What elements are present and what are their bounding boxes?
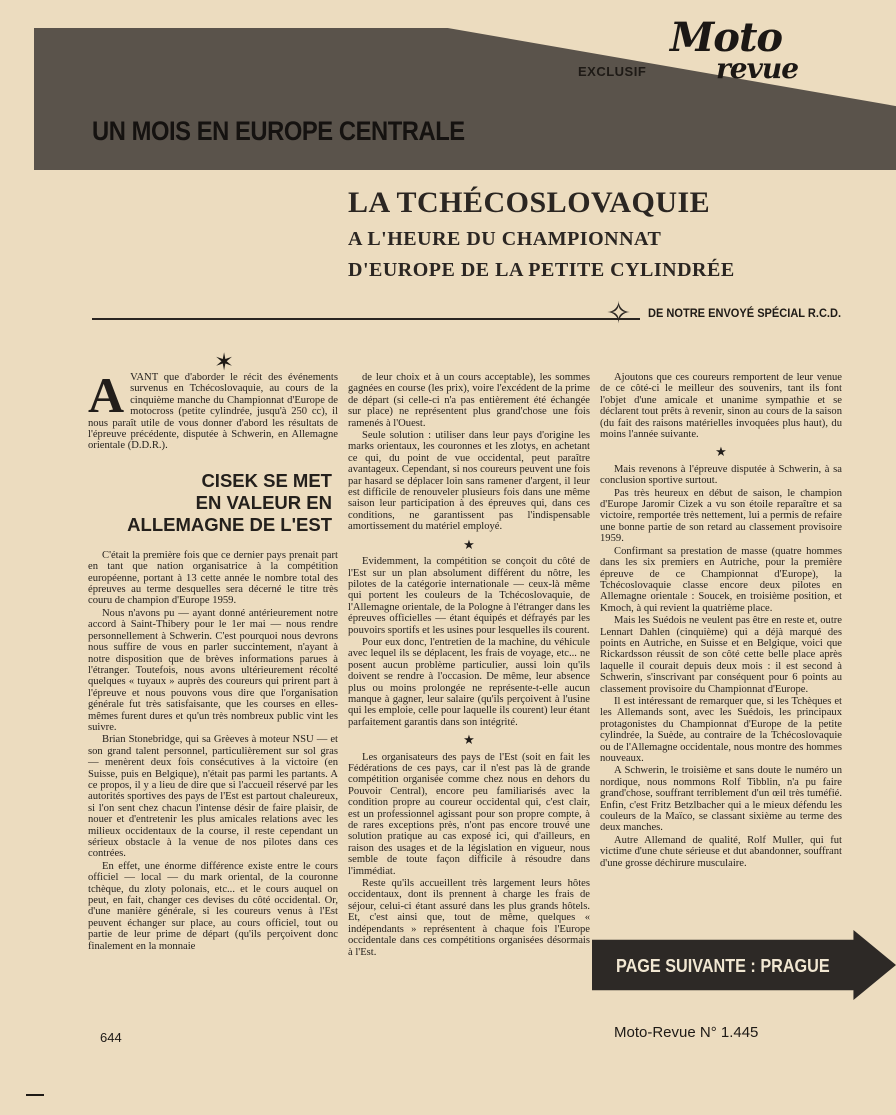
- separator-star-icon: ★: [463, 732, 475, 748]
- section-title: UN MOIS EN EUROPE CENTRALE: [92, 116, 465, 146]
- headline-line3: D'EUROPE DE LA PETITE CYLINDRÉE: [348, 259, 735, 281]
- headline-line1: LA TCHÉCOSLOVAQUIE: [348, 186, 711, 219]
- column-3: [600, 372, 842, 870]
- subheading-line3: ALLEMAGNE DE L'EST: [127, 513, 332, 535]
- paragraph: Pas très heureux en début de saison, le champion d'Europe Jaromir Cizek a vu son étoile reparaître et sa victoire, remportée très nettement, lui a permis de refaire une bonne partie de son retard au classement provisoire 1959.: [600, 487, 842, 545]
- headline: [348, 186, 735, 282]
- byline: DE NOTRE ENVOYÉ SPÉCIAL R.C.D.: [648, 306, 842, 320]
- paragraph: Ajoutons que ces coureurs remportent de leur venue de ce côté-ci le meilleur des souvenirs, tant ils font l'objet d'une amicale et unanime sympathie et se déclarent tout prêts à revenir, sinon au cours de la saison (du fait des raisons matérielles invoquées plus haut), du moins l'année suivante.: [600, 372, 842, 441]
- edge-mark: [26, 1094, 44, 1096]
- intro-text: VANT que d'aborder le récit des événements survenus en Tchécoslovaquie, au cours de la cinquième manche du Championnat d'Europe de motocross (petite cylindrée, jusqu'à 250 cc), il nous paraît utile de vous donner d'abord les résultats de l'épreuve précédente, disputée à Schwerin, en Allemagne orientale (D.D.R.).: [88, 372, 338, 452]
- paragraph: En effet, une énorme différence existe entre le cours officiel — local — du mark oriental, de la couronne tchèque, du zloty polonais, etc... et le cours auquel on peut, en fait, changer ces devises du côté occidental. Or, d'une manière générale, si les coureurs venus à l'Est peuvent échanger sur place, au cours officiel, tout ou partie de leur prime de départ (qu'ils perçoivent donc finalement en la monnaie: [88, 860, 338, 952]
- paragraph: Reste qu'ils accueillent très largement leurs hôtes occidentaux, dont ils prennent à charge les frais de séjour, celui-ci étant assuré dans les plus grands hôtels. Et, c'est ainsi que, tout de même, quelques « indépendants » représentent à chaque fois l'Europe occidentale dans ces compétitions organisées désormais à l'Est.: [348, 878, 590, 958]
- paragraph: Nous n'avons pu — ayant donné antérieurement notre accord à Saint-Thibery pour le 1er mai — nous rendre personnellement à Schwerin. C'est pourquoi nous devrons nous suffire de vous en parler succintement, n'ayant à notre disposition que de brèves informations parues à l'étranger. Toutefois, nous avons ultérieurement récolté quelques « tuyaux » auprès des coureurs qui prirent part à l'épreuve et nous pouvons vous dire que l'organisation générale fut très satisfaisante, que les courses en elles-mêmes furent dures et qu'un très nombreux public vint les suivre.: [88, 607, 338, 733]
- paragraph: Mais les Suédois ne veulent pas être en reste et, outre Lennart Dahlen (cinquième) qui a déjà marqué des points en Autriche, en Suisse et en Belgique, voici que Rickardsson réussit de son côté cette belle place après laquelle il courait depuis deux mois : il est second à Schwerin, s'inscrivant par conséquent pour 6 points au classement provisoire du Championnat d'Europe.: [600, 615, 842, 695]
- paragraph: Il est intéressant de remarquer que, si les Tchèques et les Allemands sont, avec les Suédois, les principaux protagonistes du Championnat d'Europe de la petite cylindrée, la Suède, au contraire de la Tchécoslovaquie ou de l'Allemagne occidentale, nous montre des hommes nouveaux.: [600, 695, 842, 764]
- separator-star-icon: ★: [463, 536, 475, 552]
- column-2: [348, 372, 590, 959]
- intro-paragraph: [88, 367, 338, 452]
- paragraph: Seule solution : utiliser dans leur pays d'origine les marks orientaux, les couronnes et les zlotys, en achetant ce qui, du point de vue occidental, peut paraître avantageux. Cependant, si nos coureurs peuvent une fois par hasard se déplacer loin sans ramener d'argent, il leur est difficile de renouveler plusieurs fois dans une même saison leur participation à des épreuves qui, dans ces conditions, ne garantissent pas l'indispensable amortissement du matériel employé.: [348, 430, 590, 533]
- exclusif-label: EXCLUSIF: [578, 64, 647, 79]
- column-1: [88, 367, 338, 953]
- headline-line2: A L'HEURE DU CHAMPIONNAT: [348, 228, 662, 250]
- subheading-line2: EN VALEUR EN: [195, 491, 332, 513]
- moto-revue-logo: [666, 14, 816, 86]
- paragraph: Evidemment, la compétition se conçoit du côté de l'Est sur un plan absolument différent du nôtre, les pilotes de la catégorie internationale — ceux-là même qui portent les couleurs de la Tchécoslovaquie, de l'Allemagne orientale, de la Pologne à l'étranger dans les épreuves officielles — étant équipés et défrayés par les pouvoirs sportifs et les usines pour lesquelles ils courent.: [348, 556, 590, 636]
- star-icon: ✧: [606, 297, 632, 330]
- logo-revue: revue: [716, 52, 799, 85]
- next-page-label: PAGE SUIVANTE : PRAGUE: [616, 956, 830, 976]
- logo-moto: Moto: [670, 14, 783, 61]
- paragraph: Brian Stonebridge, qui sa Grèeves à moteur NSU — et son grand talent personnel, particulièrement sur sol gras — menèrent deux fois consécutives à la victoire (en Suisse, puis en Belgique), n'était pas parmi les partants. A ce propos, il y a lieu de dire que si l'accueil réservé par les autorités sportives des pays de l'Est est partout chaleureux, si l'on sent chez chacun l'intense désir de faire plaisir, de nouer et d'entretenir les plus amicales relations avec les milieux occidentaux de la course, il reste cependant un sérieux obstacle à la venue de nos pilotes dans ces contrées.: [88, 734, 338, 860]
- paragraph: Pour eux donc, l'entretien de la machine, du véhicule avec lequel ils se déplacent, les frais de voyage, etc... ne posent aucun problème particulier, aussi loin qu'ils doivent se rendre à l'occasion. De même, leur absence plus ou moins prolongée ne représente-t-elle aucun manque à gagner, leur salaire (qu'ils perçoivent à l'usine qui les emploie, celle pour laquelle ils courent) leur étant parfaitement garantis dans son intégrité.: [348, 636, 590, 728]
- paragraph: Les organisateurs des pays de l'Est (soit en fait les Fédérations de ces pays, car il n'est pas là de grande compétition organisée comme chez nous en dehors du Pouvoir Central), encore peu familiarisés avec la condition propre au coureur occidental qui, c'est clair, est un professionnel agissant pour son propre compte, à de rares exceptions près, n'ont pas encore trouvé une solution pratique au cas exposé ici, qui d'ailleurs, en raison des usages et de la législation en vigueur, nous semble de toute façon difficile à résoudre dans l'immédiat.: [348, 751, 590, 877]
- dropcap: A: [88, 367, 125, 423]
- paragraph: Confirmant sa prestation de masse (quatre hommes dans les six premiers en Autriche, pour la première épreuve de ce Championnat d'Europe), la Tchécoslovaquie classe encore deux pilotes en Allemagne orientale : Soucek, en troisième position, et Kmoch, à qui revient la quatrième place.: [600, 545, 842, 614]
- issue-number: Moto-Revue N° 1.445: [614, 1024, 759, 1041]
- subheading-line1: CISEK SE MET: [201, 469, 332, 491]
- paragraph: Mais revenons à l'épreuve disputée à Schwerin, à sa conclusion sportive surtout.: [600, 463, 842, 487]
- byline-rule: [92, 318, 640, 320]
- subheading: [88, 470, 332, 536]
- signature-star-icon: ✶: [214, 350, 235, 376]
- separator-star-icon: ★: [715, 444, 727, 460]
- paragraph: C'était la première fois que ce dernier pays prenait part en tant que nation organisatrice à la compétition européenne, portant à 13 cette année le nombre total des épreuves au terme desquelles sera décerné le titre très couru de champion d'Europe 1959.: [88, 549, 338, 607]
- page-number: 644: [100, 1030, 122, 1045]
- paragraph: de leur choix et à un cours acceptable), les sommes gagnées en course (les prix), voire l'excédent de la prime de départ (si celle-ci n'a pas entièrement été échangée sur place) ne représentent plus grand'chose une fois ramenés à l'Ouest.: [348, 372, 590, 429]
- paragraph: Autre Allemand de qualité, Rolf Muller, qui fut victime d'une chute sérieuse et dut abandonner, souffrant d'une grosse déchirure musculaire.: [600, 834, 842, 869]
- paragraph: A Schwerin, le troisième et sans doute le numéro un nordique, nous nommons Rolf Tibblin, n'a pu faire grand'chose, souffrant terriblement d'un œil très tuméfié. Enfin, c'est Fritz Betzlbacher qui a le mieux défendu les couleurs de la Maïco, se classant sixième au terme des deux manches.: [600, 765, 842, 834]
